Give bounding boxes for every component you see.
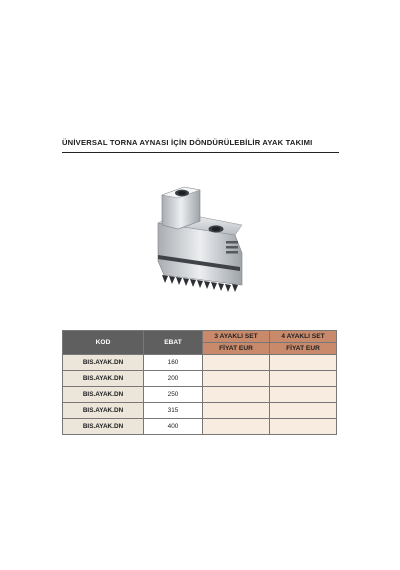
kod-cell: BIS.AYAK.DN [63, 419, 144, 435]
ebat-cell: 315 [144, 403, 203, 419]
ebat-cell: 200 [144, 371, 203, 387]
header-3-fiyat-eur: FİYAT EUR [203, 343, 270, 355]
ebat-cell: 400 [144, 419, 203, 435]
ebat-cell: 250 [144, 387, 203, 403]
header-3-ayakli-set: 3 AYAKLI SET [203, 331, 270, 343]
price-3-cell [203, 371, 270, 387]
table-row [63, 387, 337, 403]
kod-cell: BIS.AYAK.DN [63, 387, 144, 403]
price-3-cell [203, 419, 270, 435]
kod-cell: BIS.AYAK.DN [63, 403, 144, 419]
title-divider [62, 152, 339, 153]
price-table [62, 330, 337, 435]
price-3-cell [203, 403, 270, 419]
price-4-cell [270, 371, 337, 387]
kod-cell: BIS.AYAK.DN [63, 371, 144, 387]
kod-cell: BIS.AYAK.DN [63, 355, 144, 371]
table-row [63, 371, 337, 387]
price-4-cell [270, 355, 337, 371]
header-4-ayakli-set: 4 AYAKLI SET [270, 331, 337, 343]
price-3-cell [203, 355, 270, 371]
price-4-cell [270, 419, 337, 435]
price-4-cell [270, 403, 337, 419]
header-kod: KOD [63, 331, 144, 355]
ebat-cell: 160 [144, 355, 203, 371]
price-4-cell [270, 387, 337, 403]
table-row [63, 403, 337, 419]
chuck-jaw-image [150, 183, 250, 298]
table-row [63, 355, 337, 371]
document-title: ÜNİVERSAL TORNA AYNASI İÇİN DÖNDÜRÜLEBİLİR AYAK TAKIMI [62, 138, 313, 147]
table-row [63, 419, 337, 435]
header-ebat: EBAT [144, 331, 203, 355]
header-4-fiyat-eur: FİYAT EUR [270, 343, 337, 355]
price-3-cell [203, 387, 270, 403]
